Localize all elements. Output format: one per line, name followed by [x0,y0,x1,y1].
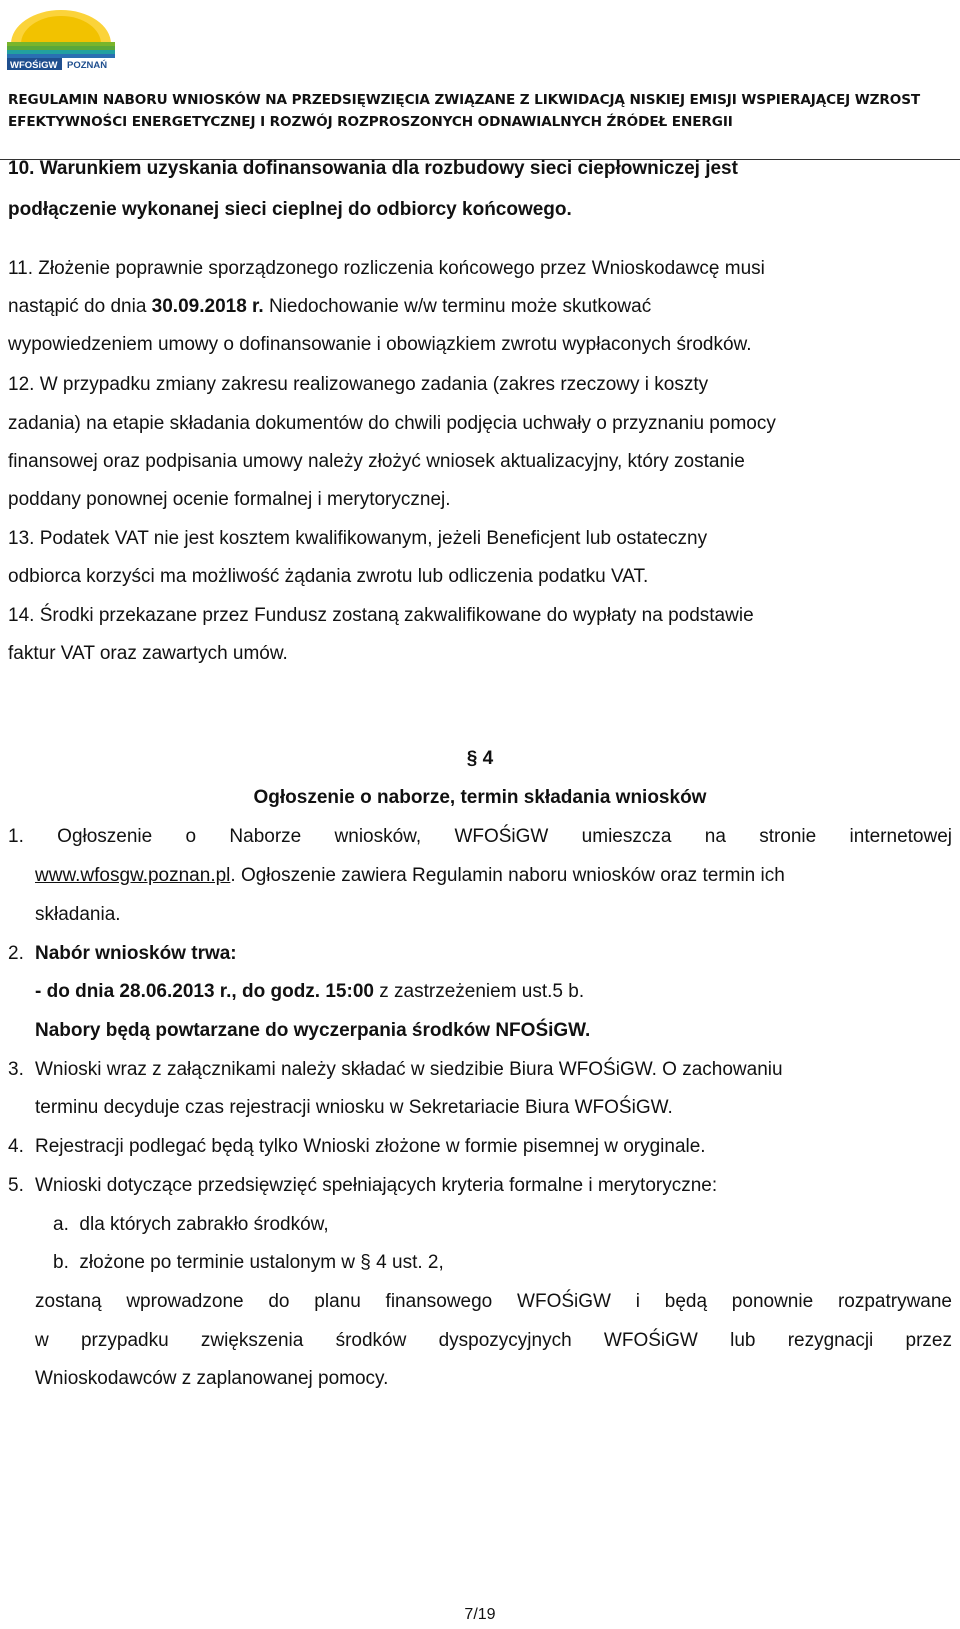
s5-line1: Wnioski dotyczące przedsięwzięć spełniających kryteria formalne i merytoryczne: [35,1175,718,1196]
p13-line1: 13. Podatek VAT nie jest kosztem kwalifikowanym, jeżeli Beneficjent lub ostateczny [8,528,708,549]
page-number: 7/19 [464,1606,496,1623]
s2-deadline [35,981,584,1003]
p14-line2: faktur VAT oraz zawartych umów. [8,643,288,664]
s5-line3: w przypadku zwiększenia środków dyspozycyjnych WFOŚiGW lub rezygnacji przez [35,1330,952,1351]
p11-line2-text: nastąpić do dnia [8,296,152,317]
p11-line2-rest: Niedochowanie w/w terminu może skutkować [263,296,652,317]
website-link[interactable]: www.wfosgw.poznan.pl [35,865,231,886]
s2-number: 2. [8,943,24,964]
s2-deadline-time: 15:00 [325,981,374,1002]
logo-graphic-icon [7,10,115,72]
wfosigw-logo [7,10,115,72]
s5-line4: Wnioskodawców z zaplanowanej pomocy. [35,1368,389,1389]
svg-text:WFOŚiGW: WFOŚiGW [10,60,58,71]
s3-line1: Wnioski wraz z załącznikami należy składać w siedzibie Biura WFOŚiGW. O zachowaniu [35,1059,783,1080]
section-title: Ogłoszenie o naborze, termin składania wniosków [253,787,707,808]
s2-repeat-note: Nabory będą powtarzane do wyczerpania środków NFOŚiGW. [35,1020,591,1041]
s2-heading: Nabór wniosków trwa: [35,943,237,964]
p13-line2: odbiorca korzyści ma możliwość żądania zwrotu lub odliczenia podatku VAT. [8,566,649,587]
p12-line4: poddany ponownej ocenie formalnej i merytorycznej. [8,489,451,510]
s5-number: 5. [8,1175,24,1196]
header-title-line2: EFEKTYWNOŚCI ENERGETYCZNEJ I ROZWÓJ ROZPROSZONYCH ODNAWIALNYCH ŹRÓDEŁ ENERGII [8,114,733,130]
s1-line2 [35,865,785,887]
p11-deadline: 30.09.2018 r. [151,296,264,317]
s4-line1: Rejestracji podlegać będą tylko Wnioski złożone w formie pisemnej w oryginale. [35,1136,706,1157]
header-title-line1: REGULAMIN NABORU WNIOSKÓW NA PRZEDSIĘWZIĘCIA ZWIĄZANE Z LIKWIDACJĄ NISKIEJ EMISJI WSPIERAJĄCEJ WZROST [8,92,921,108]
s1-line3: składania. [35,904,121,925]
svg-text:POZNAŃ: POZNAŃ [67,60,108,71]
s4-number: 4. [8,1136,24,1157]
s3-line2: terminu decyduje czas rejestracji wniosku w Sekretariacie Biura WFOŚiGW. [35,1097,673,1118]
p12-line1: 12. W przypadku zmiany zakresu realizowanego zadania (zakres rzeczowy i koszty [8,374,709,395]
s5-item-b: b. złożone po terminie ustalonym w § 4 ust. 2, [53,1252,444,1273]
p10-line2: podłączenie wykonanej sieci cieplnej do odbiorcy końcowego. [8,199,572,220]
p11-line3: wypowiedzeniem umowy o dofinansowanie i obowiązkiem zwrotu wypłaconych środków. [8,334,752,355]
p11-line2 [8,296,651,318]
s3-number: 3. [8,1059,24,1080]
s1-line2-text: . Ogłoszenie zawiera Regulamin naboru wniosków oraz termin ich [230,865,785,886]
s1-line1: 1. Ogłoszenie o Naborze wniosków, WFOŚiGW umieszcza na stronie internetowej [8,826,952,847]
p10-line1: 10. Warunkiem uzyskania dofinansowania dla rozbudowy sieci ciepłowniczej jest [8,158,738,179]
s5-item-a: a. dla których zabrakło środków, [53,1214,329,1235]
s2-deadline-note: z zastrzeżeniem ust.5 b. [373,981,585,1002]
p12-line3: finansowej oraz podpisania umowy należy złożyć wniosek aktualizacyjny, który zostanie [8,451,745,472]
s5-line2: zostaną wprowadzone do planu finansowego WFOŚiGW i będą ponownie rozpatrywane [35,1291,952,1312]
s2-deadline-date: - do dnia 28.06.2013 r., do godz. [35,981,326,1002]
p14-line1: 14. Środki przekazane przez Fundusz zostaną zakwalifikowane do wypłaty na podstawie [8,605,754,626]
p12-line2: zadania) na etapie składania dokumentów do chwili podjęcia uchwały o przyznaniu pomocy [8,413,776,434]
header-title [8,89,953,133]
section-number: § 4 [466,748,494,769]
p11-line1: 11. Złożenie poprawnie sporządzonego rozliczenia końcowego przez Wnioskodawcę musi [8,258,765,279]
